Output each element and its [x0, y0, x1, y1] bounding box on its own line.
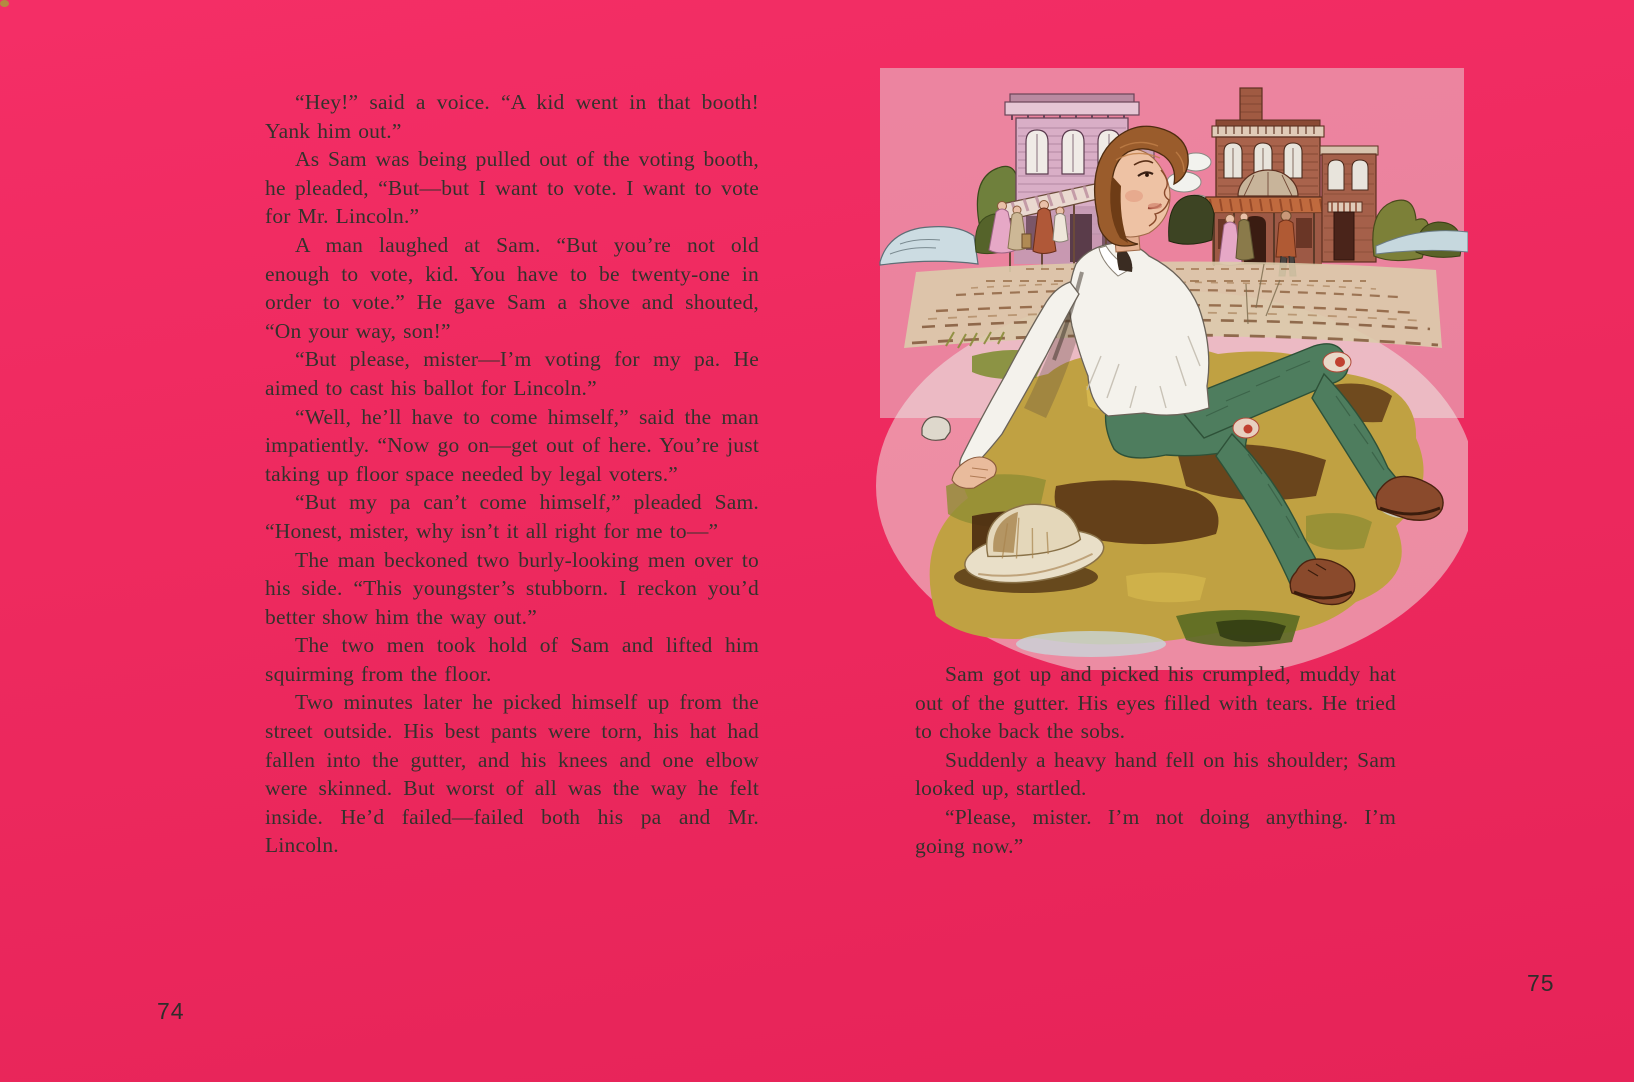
story-paragraph: Two minutes later he picked himself up from the street outside. His best pants were torn, his hat had fallen into the gutter, and his knees and one elbow were skinned. But worst of all was the way he felt inside. He’d failed—failed both his pa and Mr. Lincoln. — [265, 690, 759, 858]
story-paragraph: “Well, he’ll have to come himself,” said the man impatiently. “Now go on—get out of here. You’re just taking up floor space needed by legal voters.” — [265, 404, 759, 486]
story-paragraph: Sam got up and picked his crumpled, muddy hat out of the gutter. His eyes filled with tears. He tried to choke back the sobs. — [915, 662, 1396, 744]
page-number-right: 75 — [1527, 970, 1555, 996]
story-paragraph: Suddenly a heavy hand fell on his shoulder; Sam looked up, startled. — [915, 747, 1396, 801]
page-number-left: 74 — [157, 998, 185, 1024]
story-paragraph: “But my pa can’t come himself,” pleaded Sam. “Honest, mister, why isn’t it all right for me to—” — [265, 490, 759, 543]
small-rock — [922, 417, 950, 441]
story-paragraph: “Hey!” said a voice. “A kid went in that booth! Yank him out.” — [265, 90, 759, 143]
right-page-text — [915, 660, 1396, 860]
story-illustration — [876, 56, 1468, 670]
story-paragraph: The man beckoned two burly-looking men over to his side. “This youngster’s stubborn. I reckon you’d better show him the way out.” — [265, 547, 759, 629]
story-paragraph: As Sam was being pulled out of the voting booth, he pleaded, “But—but I want to vote. I want to vote for Mr. Lincoln.” — [265, 147, 759, 229]
left-page-text — [265, 88, 759, 860]
paper-speck — [0, 0, 9, 7]
story-paragraph: “But please, mister—I’m voting for my pa. He aimed to cast his ballot for Lincoln.” — [265, 347, 759, 400]
story-paragraph: The two men took hold of Sam and lifted him squirming from the floor. — [265, 633, 759, 686]
story-paragraph: A man laughed at Sam. “But you’re not old enough to vote, kid. You have to be twenty-one in order to vote.” He gave Sam a shove and shouted, “On your way, son!” — [265, 232, 759, 343]
story-paragraph: “Please, mister. I’m not doing anything. I’m going now.” — [915, 804, 1396, 858]
